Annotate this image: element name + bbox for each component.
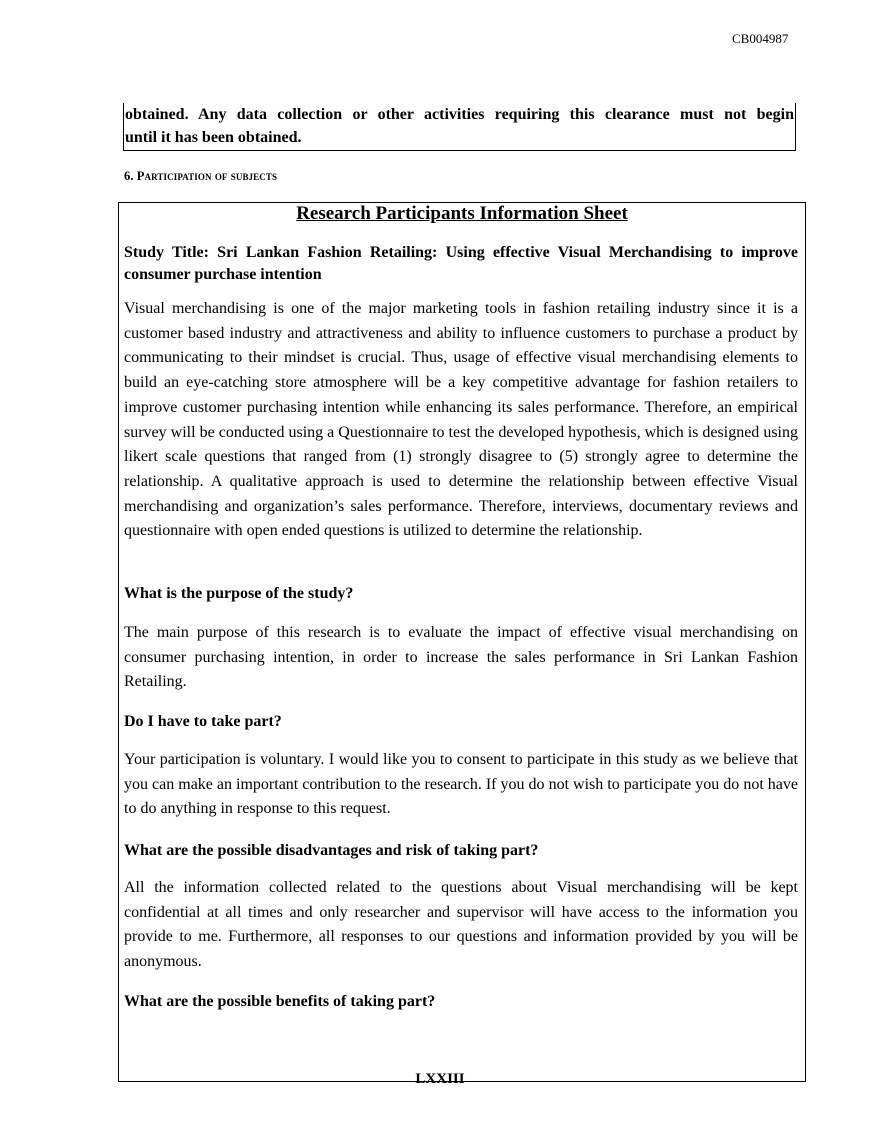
- answer-purpose: The main purpose of this research is to evaluate the impact of effective visual merchandising on consumer purchasing intention, in order to increase the sales performance in Sri Lankan Fashion Retailing.: [124, 624, 798, 691]
- carryover-line-2: until it has been obtained.: [125, 129, 302, 146]
- section-heading: 6. Participation of subjects: [124, 169, 278, 183]
- answer-take-part: Your participation is voluntary. I would like you to consent to participate in this study as we believe that you can make an important contribution to the research. If you do not wish to participate you do not have to do anything in response to this request.: [124, 751, 798, 818]
- page-number: LXXIII: [415, 1071, 465, 1087]
- intro-paragraph: Visual merchandising is one of the major marketing tools in fashion retailing industry since it is a customer based industry and attractiveness and ability to influence customers to purchase a product by communicating to their mindset is crucial. Thus, usage of effective visual merchandising elements to build an eye-catching store atmosphere will be a key competitive advantage for fashion retailers to improve customer purchasing intention while enhancing its sales performance. Therefore, an empirical survey will be conducted using a Questionnaire to test the developed hypothesis, which is designed using likert scale questions that ranged from (1) strongly disagree to (5) strongly agree to determine the relationship. A qualitative approach is used to determine the relationship between effective Visual merchandising and organization’s sales performance. Therefore, interviews, documentary reviews and questionnaire with open ended questions is utilized to determine the relationship.: [124, 300, 798, 540]
- question-disadvantages: What are the possible disadvantages and risk of taking part?: [124, 842, 539, 859]
- information-sheet-box: [118, 202, 806, 1082]
- question-take-part: Do I have to take part?: [124, 713, 282, 730]
- question-purpose: What is the purpose of the study?: [124, 585, 354, 602]
- carryover-text-box: [123, 103, 796, 151]
- document-id: CB004987: [732, 31, 789, 46]
- study-title: Study Title: Sri Lankan Fashion Retailing: Using effective Visual Merchandising to improve consumer purchase intention: [124, 244, 798, 283]
- information-sheet-title: Research Participants Information Sheet: [296, 203, 628, 224]
- carryover-line-1: obtained. Any data collection or other activities requiring this clearance must not begin: [125, 106, 794, 123]
- answer-disadvantages: All the information collected related to the questions about Visual merchandising will be kept confidential at all times and only researcher and supervisor will have access to the information you provide to me. Furthermore, all responses to our questions and information provided by you will be anonymous.: [124, 879, 798, 971]
- question-benefits: What are the possible benefits of taking part?: [124, 993, 436, 1010]
